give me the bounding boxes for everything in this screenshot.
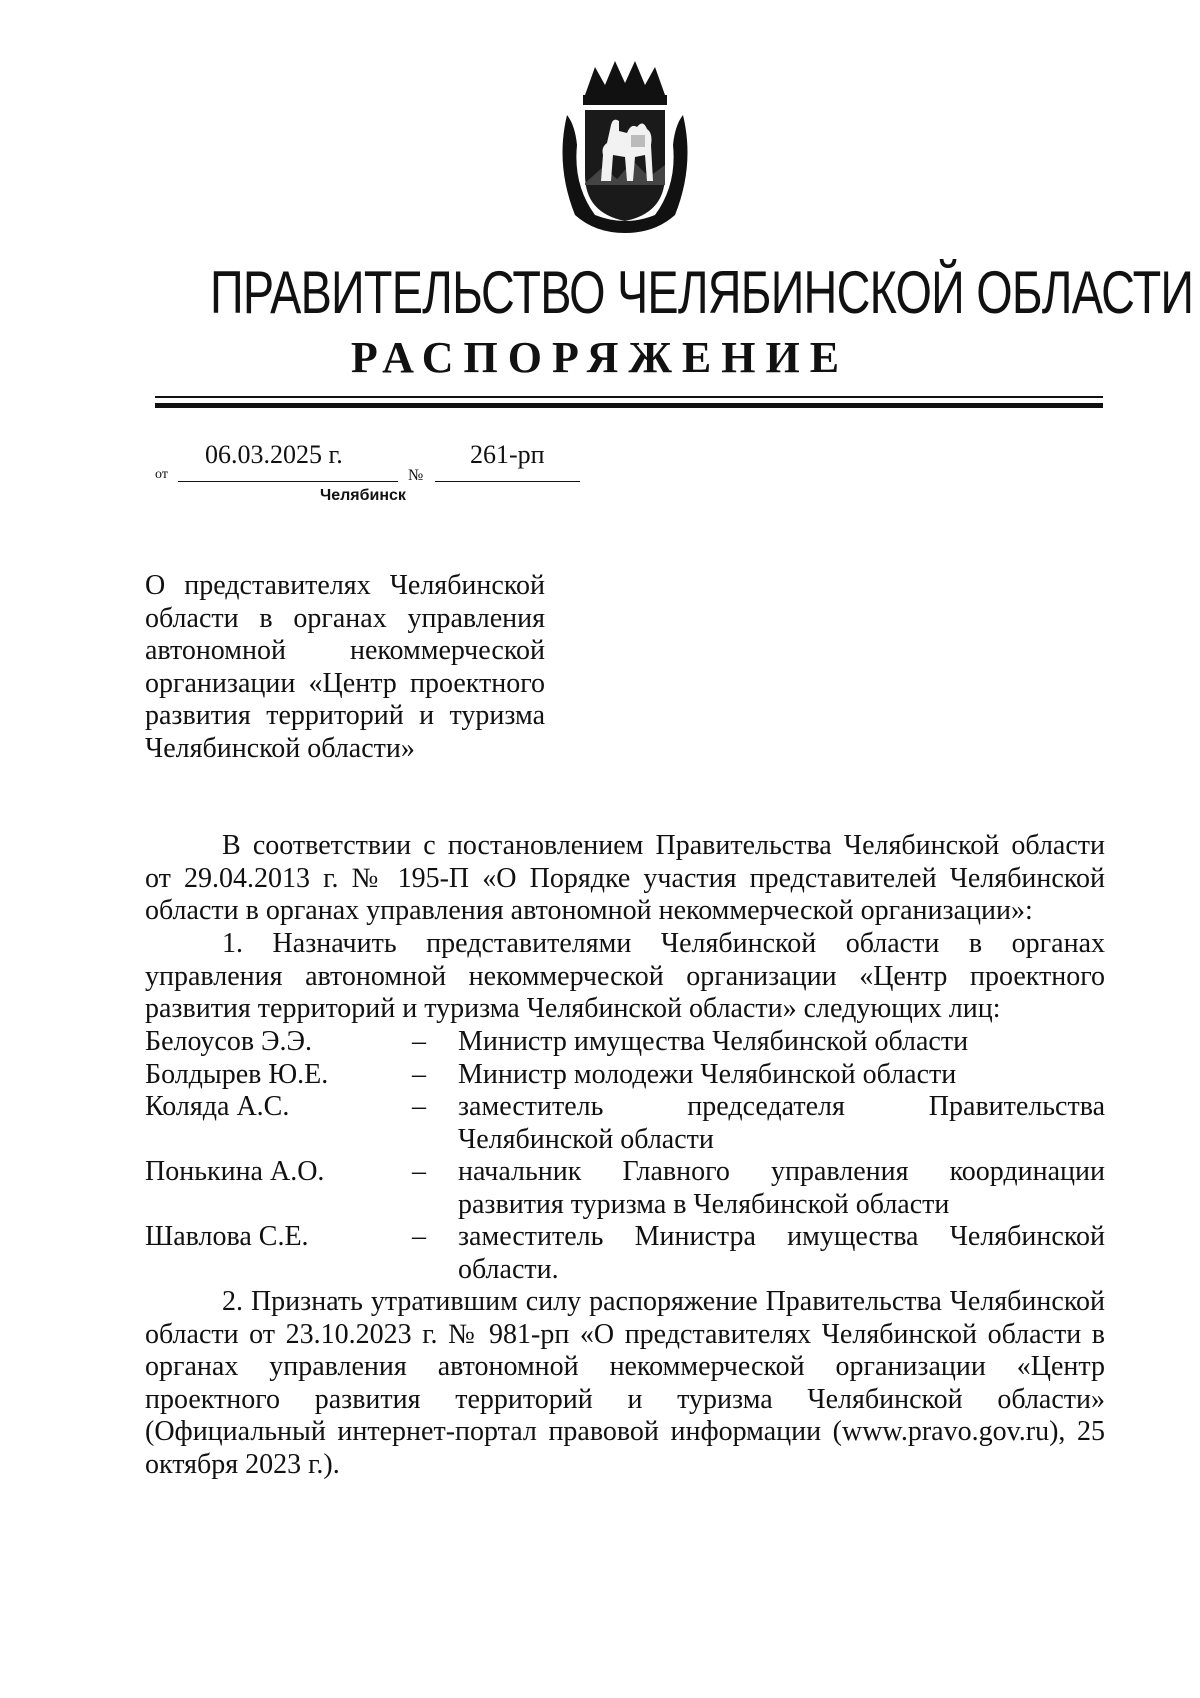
subject-line: области в органах управления (145, 602, 545, 634)
subject-line: О представителях Челябинской (145, 570, 545, 601)
subject-line: организации «Центр проектного (145, 667, 545, 699)
header-rule-thick (155, 403, 1103, 408)
header-rule-thin (155, 396, 1103, 398)
person-role: Министр имущества Челябинской области (458, 1026, 969, 1057)
document-date: 06.03.2025 г. (205, 440, 343, 469)
date-underline (178, 481, 398, 482)
person-role: заместитель Министра имущества Челябинской области. (458, 1221, 1105, 1285)
item-1-paragraph: 1. Назначить представителями Челябинской области в органах управления автономной некоммерческой организации «Центр проектного развития территорий и туризма Челябинской области» следующих лиц: (145, 928, 1105, 1024)
person-name: Понькина А.О. (145, 1156, 325, 1187)
subject-line: автономной некоммерческой (145, 635, 545, 666)
subject-line: развития территорий и туризма (145, 700, 545, 731)
document-number: 261-рп (470, 440, 545, 469)
dash: – (412, 1156, 426, 1187)
coat-of-arms-icon (555, 55, 695, 235)
dash: – (412, 1058, 426, 1090)
person-role: Министр молодежи Челябинской области (458, 1058, 957, 1090)
subject-block (145, 570, 545, 765)
person-name: Болдырев Ю.Е. (145, 1058, 329, 1090)
subject-line: Челябинской области» (145, 732, 415, 764)
person-role: начальник Главного управления координации развития туризма в Челябинской области (458, 1156, 1105, 1220)
dash: – (412, 1026, 426, 1057)
dash: – (412, 1091, 426, 1122)
number-underline (435, 481, 580, 482)
number-label: № (408, 467, 424, 484)
person-name: Коляда А.С. (145, 1091, 290, 1122)
organization-title: ПРАВИТЕЛЬСТВО ЧЕЛЯБИНСКОЙ ОБЛАСТИ (210, 259, 1194, 326)
preamble-paragraph: В соответствии с постановлением Правительства Челябинской области от 29.04.2013 г. № 195-П «О Порядке участия представителей Челябинской области в органах управления автономной некоммерческой организации»: (145, 830, 1105, 926)
person-role: заместитель председателя Правительства Челябинской области (458, 1091, 1105, 1155)
person-name: Белоусов Э.Э. (145, 1026, 313, 1057)
city-label: Челябинск (320, 487, 406, 504)
person-name: Шавлова С.Е. (145, 1221, 309, 1252)
from-label: от (155, 467, 168, 482)
item-2-paragraph: 2. Признать утратившим силу распоряжение Правительства Челябинской области от 23.10.2023 г. № 981-рп «О представителях Челябинской области в органах управления автономной некоммерческой организации «Центр проектного развития территорий и туризма Челябинской области» (Официальный интернет-портал правовой информации (www.pravo.gov.ru), 25 октября 2023 г.). (145, 1286, 1105, 1480)
document-type: РАСПОРЯЖЕНИЕ (350, 333, 850, 382)
dash: – (412, 1221, 426, 1252)
